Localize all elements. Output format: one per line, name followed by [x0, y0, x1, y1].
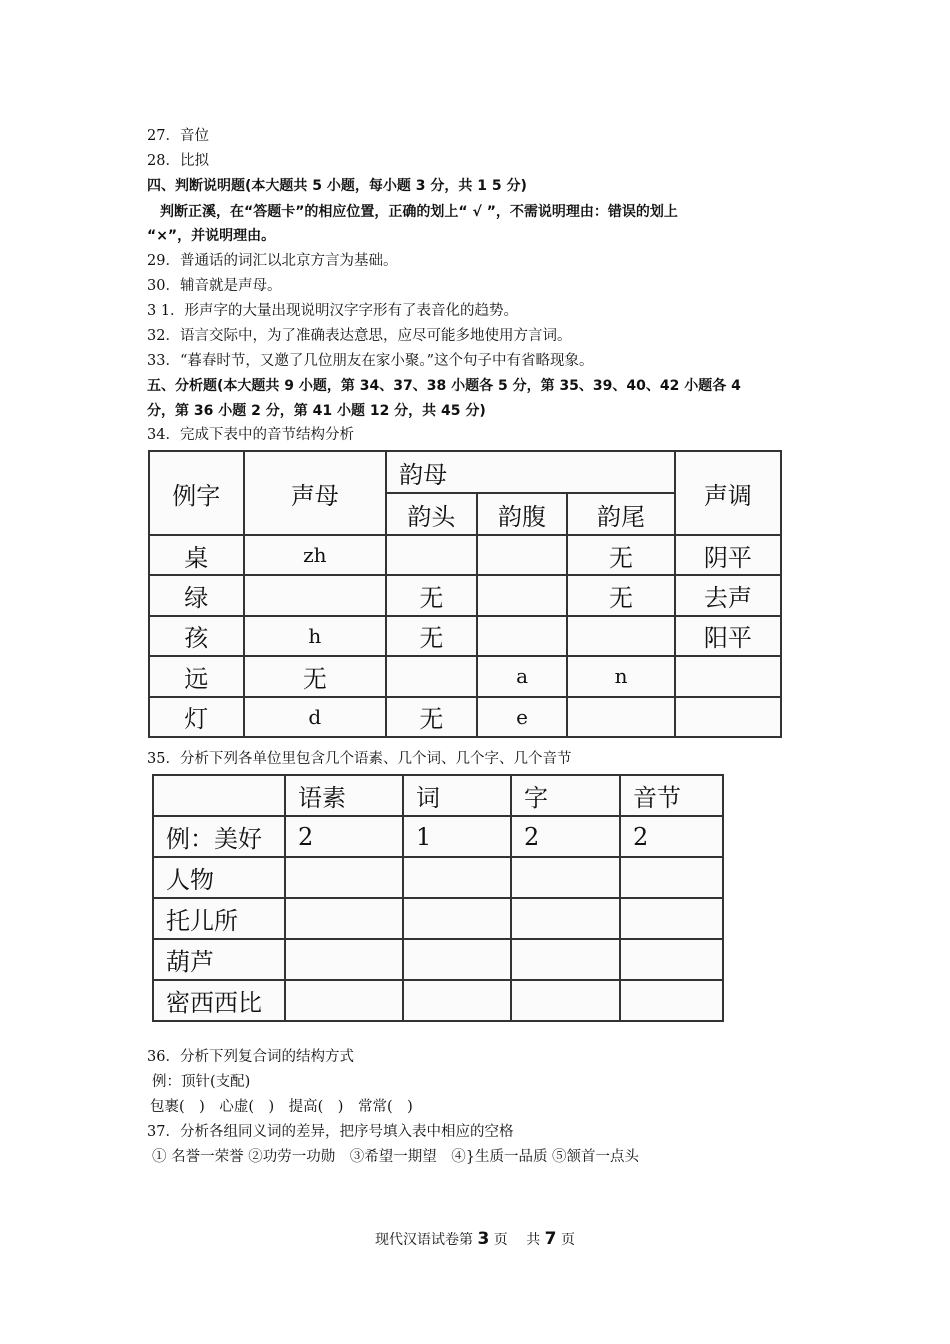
question-31: 3 1．形声字的大量出现说明汉字字形有了表音化的趋势。 — [147, 303, 519, 319]
header-ending: 韵尾 — [567, 493, 674, 535]
table-row: 人物 — [153, 857, 723, 898]
section-4-instruction-cont: “×”，并说明理由。 — [147, 228, 276, 244]
question-33: 33．“暮春时节，又邀了几位朋友在家小聚。”这个句子中有省略现象。 — [147, 353, 594, 369]
table-row: 绿 无 无 去声 — [149, 575, 781, 615]
header-medial: 韵头 — [386, 493, 477, 535]
table-row: 灯 d 无 e — [149, 697, 781, 737]
question-27: 27．音位 — [147, 128, 209, 144]
question-37: 37．分析各组同义词的差异，把序号填入表中相应的空格 — [147, 1124, 514, 1140]
question-36-items: 包裹( ) 心虚( ) 提高( ) 常常( ) — [150, 1099, 413, 1115]
table-row: 托儿所 — [153, 898, 723, 939]
table-row: 桌 zh 无 阴平 — [149, 535, 781, 575]
section-5-title: 五、分析题(本大题共 9 小题，第 34、37、38 小题各 5 分，第 35、39、40、42 小题各 4 — [147, 378, 741, 394]
question-30: 30．辅音就是声母。 — [147, 278, 282, 294]
table-row: 例：美好 2 1 2 2 — [153, 816, 723, 857]
table-row: 远 无 a n — [149, 656, 781, 696]
question-29: 29．普通话的词汇以北京方言为基础。 — [147, 253, 398, 269]
question-35: 35．分析下列各单位里包含几个语素、几个词、几个字、几个音节 — [147, 751, 572, 767]
section-4-title: 四、判断说明题(本大题共 5 小题，每小题 3 分，共 1 5 分) — [147, 178, 527, 194]
table-row: 葫芦 — [153, 939, 723, 980]
question-28: 28．比拟 — [147, 153, 209, 169]
section-4-instruction: 判断正溪，在“答题卡”的相应位置，正确的划上“ √ ”，不需说明理由：错误的划上 — [160, 204, 678, 220]
header-char: 例字 — [149, 451, 244, 535]
table-row: 密西西比 — [153, 980, 723, 1021]
syllable-structure-table — [148, 450, 782, 738]
question-37-items: ① 名誉一荣誉 ②功劳一功勋 ③希望一期望 ④}生质一品质 ⑤颔首一点头 — [152, 1149, 640, 1165]
header-tone: 声调 — [675, 451, 781, 535]
page-number: 3 — [477, 1229, 490, 1249]
table-row: 孩 h 无 阳平 — [149, 616, 781, 656]
header-final: 韵母 — [386, 451, 675, 493]
page-footer: 现代汉语试卷第 3 页 共 7 页 — [375, 1229, 575, 1249]
header-main-vowel: 韵腹 — [477, 493, 568, 535]
morpheme-count-table: 语素 词 字 音节 例：美好 2 1 2 2 人物 托儿所 葫芦 密西西比 — [152, 774, 724, 1022]
section-5-title-cont: 分，第 36 小题 2 分，第 41 小题 12 分，共 45 分) — [147, 403, 486, 419]
question-34: 34．完成下表中的音节结构分析 — [147, 427, 354, 443]
question-36-example: 例：顶针(支配) — [152, 1074, 251, 1090]
question-32: 32．语言交际中，为了准确表达意思，应尽可能多地使用方言词。 — [147, 328, 572, 344]
page-total: 7 — [544, 1229, 557, 1249]
header-initial: 声母 — [244, 451, 387, 535]
question-36: 36．分析下列复合词的结构方式 — [147, 1049, 354, 1065]
